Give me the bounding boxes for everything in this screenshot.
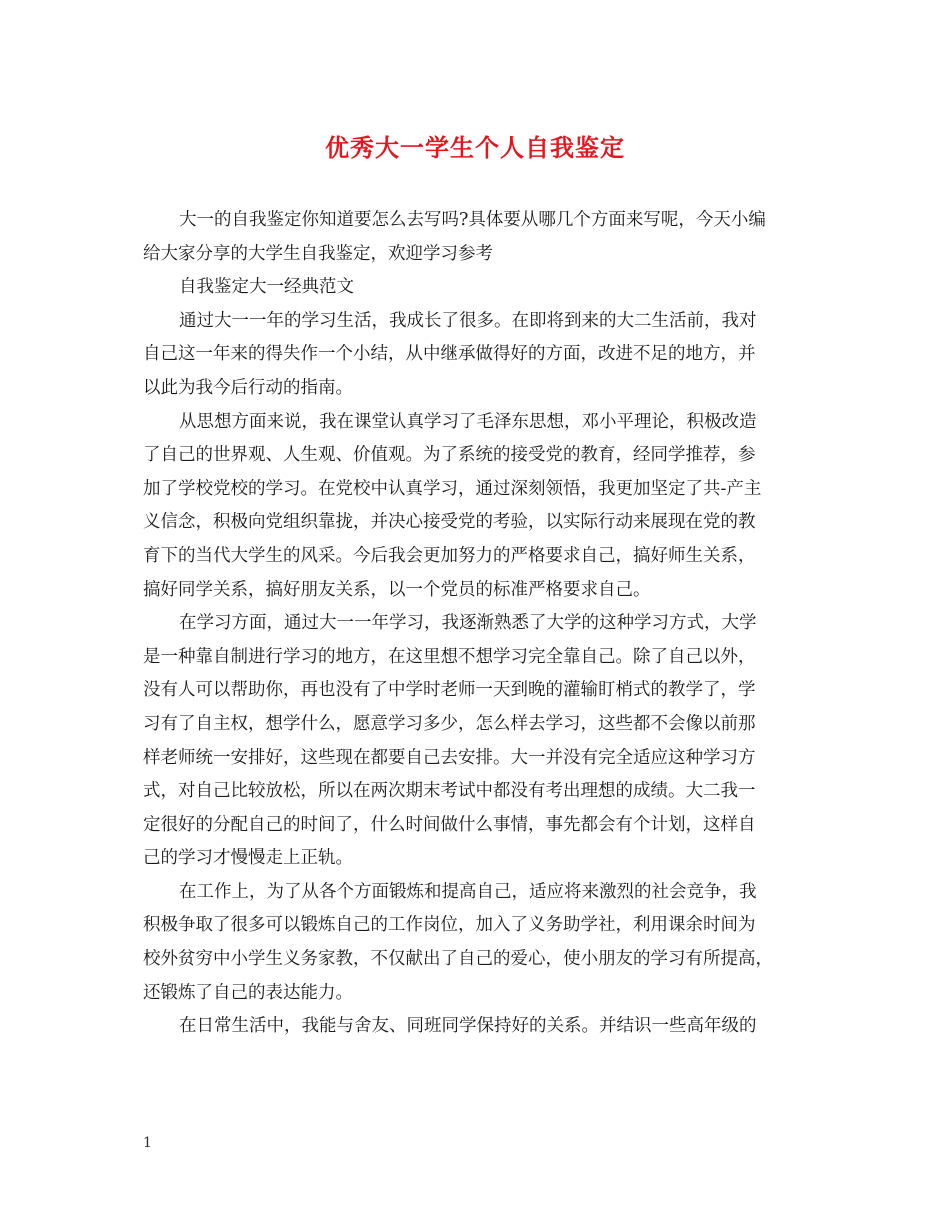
text-line: 搞好同学关系，搞好朋友关系，以一个党员的标准严格要求自己。 (143, 579, 651, 600)
text-line: 育下的当代大学生的风采。今后我会更加努力的严格要求自己，搞好师生关系， (143, 545, 756, 566)
text-line: 己的学习才慢慢走上正轨。 (143, 848, 353, 869)
text-line: 式，对自己比较放松，所以在两次期末考试中都没有考出理想的成绩。大二我一 (143, 781, 756, 802)
text-line: 样老师统一安排好，这些现在都要自己去安排。大一并没有完全适应这种学习方 (143, 747, 756, 768)
text-line: 还锻炼了自己的表达能力。 (143, 982, 353, 1003)
text-line: 以此为我今后行动的指南。 (143, 377, 353, 398)
text-line: 校外贫穷中小学生义务家教，不仅献出了自己的爱心，使小朋友的学习有所提高， (143, 949, 773, 970)
document-body (143, 204, 811, 1044)
page-number: 1 (143, 1135, 152, 1151)
text-line: 习有了自主权，想学什么，愿意学习多少，怎么样去学习，这些都不会像以前那 (143, 713, 756, 734)
text-line: 定很好的分配自己的时间了，什么时间做什么事情，事先都会有个计划，这样自 (143, 814, 756, 835)
text-line: 是一种靠自制进行学习的地方，在这里想不想学习完全靠自己。除了自己以外， (143, 646, 756, 667)
text-line: 了自己的世界观、人生观、价值观。为了系统的接受党的教育，经同学推荐，参 (143, 445, 756, 466)
text-line: 在学习方面，通过大一一年学习，我逐渐熟悉了大学的这种学习方式，大学 (179, 613, 757, 634)
text-line: 在工作上，为了从各个方面锻炼和提高自己，适应将来激烈的社会竞争，我 (179, 881, 757, 902)
text-line: 自我鉴定大一经典范文 (179, 277, 354, 298)
text-line: 加了学校党校的学习。在党校中认真学习，通过深刻领悟，我更加坚定了共-产主 (143, 478, 762, 499)
text-line: 自己这一年来的得失作一个小结，从中继承做得好的方面，改进不足的地方，并 (143, 344, 756, 365)
text-line: 义信念，积极向党组织靠拢，并决心接受党的考验，以实际行动来展现在党的教 (143, 512, 756, 533)
text-line: 没有人可以帮助你，再也没有了中学时老师一天到晚的灌输盯梢式的教学了，学 (143, 680, 756, 701)
text-line: 通过大一一年的学习生活，我成长了很多。在即将到来的大二生活前，我对 (179, 310, 757, 331)
text-line: 给大家分享的大学生自我鉴定，欢迎学习参考 (143, 243, 493, 264)
document-title: 优秀大一学生个人自我鉴定 (325, 133, 625, 162)
text-line: 在日常生活中，我能与舍友、同班同学保持好的关系。并结识一些高年级的 (179, 1016, 757, 1037)
text-line: 大一的自我鉴定你知道要怎么去写吗?具体要从哪几个方面来写呢，今天小编 (179, 210, 766, 230)
text-line: 积极争取了很多可以锻炼自己的工作岗位，加入了义务助学社，利用课余时间为 (143, 915, 756, 936)
text-line: 从思想方面来说，我在课堂认真学习了毛泽东思想，邓小平理论，积极改造 (179, 411, 757, 432)
